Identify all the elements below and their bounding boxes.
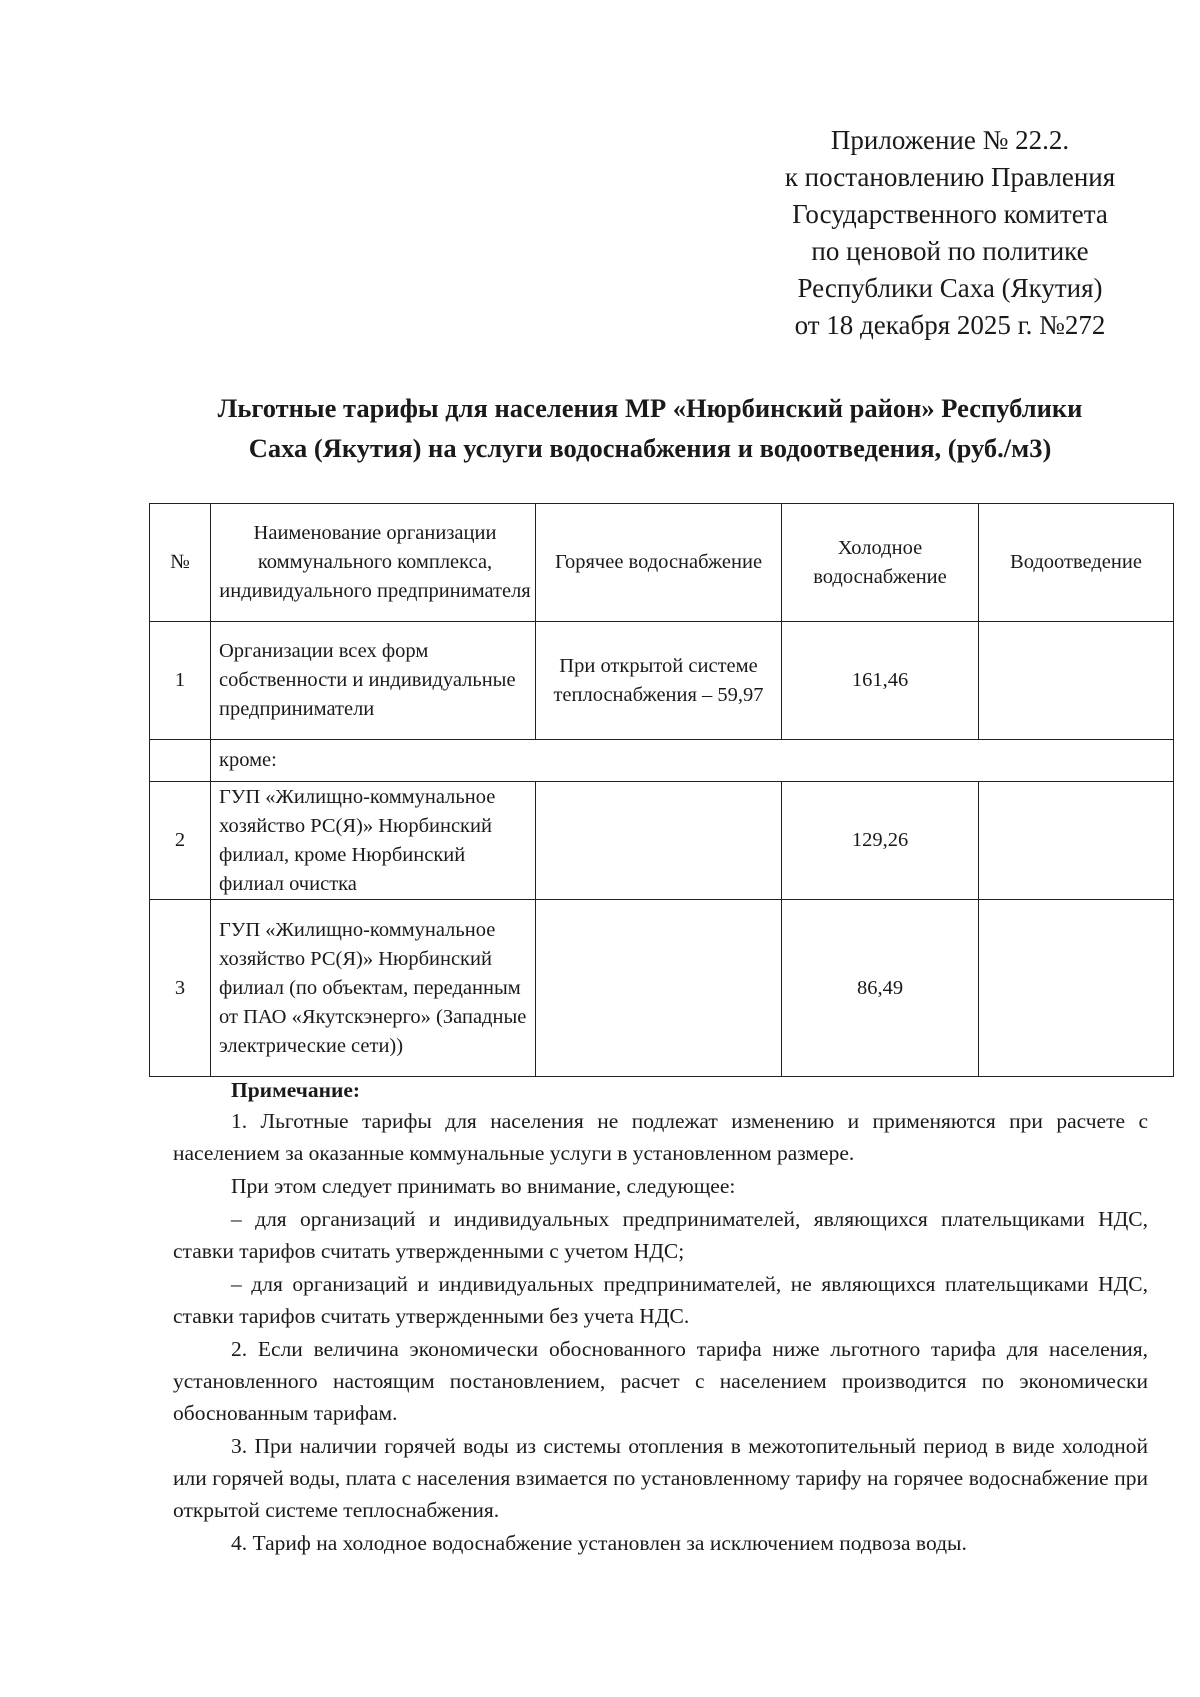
header-cold-water: Холодное водоснабжение (782, 504, 979, 622)
cell-cold-water: 161,46 (782, 622, 979, 740)
table-row (150, 900, 1174, 1077)
appendix-line: Республики Саха (Якутия) (797, 273, 1103, 303)
cell-org: ГУП «Жилищно-коммунальное хозяйство РС(Я)» Нюрбинский филиал, кроме Нюрбинский филиал очистка (211, 782, 536, 900)
cell-hot-water (536, 900, 782, 1077)
notes-section (173, 1075, 1148, 1559)
note-paragraph-6: 3. При наличии горячей воды из системы отопления в межотопительный период в виде холодной или горячей воды, плата с населения взимается по установленному тарифу на горячее водоснабжение при открытой системе теплоснабжения. (173, 1434, 1148, 1522)
appendix-line: Государственного комитета (792, 199, 1108, 229)
cell-except-label: кроме: (211, 740, 1174, 782)
cell-sewerage (979, 900, 1174, 1077)
cell-hot-water: При открытой системе теплоснабжения – 59,97 (536, 622, 782, 740)
cell-org: Организации всех форм собственности и индивидуальные предприниматели (211, 622, 536, 740)
table-row (150, 782, 1174, 900)
table-row (150, 740, 1174, 782)
cell-num (150, 740, 211, 782)
appendix-line: к постановлению Правления (784, 162, 1116, 192)
appendix-line: по ценовой по политике (811, 236, 1089, 266)
note-paragraph-3: – для организаций и индивидуальных предпринимателей, являющихся плательщиками НДС, ставки тарифов считать утвержденными с учетом НДС; (173, 1207, 1148, 1263)
note-paragraph-7: 4. Тариф на холодное водоснабжение установлен за исключением подвоза воды. (231, 1531, 967, 1555)
cell-num: 2 (150, 782, 211, 900)
header-org: Наименование организации коммунального комплекса, индивидуального предпринимателя (211, 504, 536, 622)
table-row (150, 622, 1174, 740)
title-line-1: Льготные тарифы для населения МР «Нюрбинский район» Республики (217, 393, 1083, 423)
appendix-line: Приложение № 22.2. (830, 125, 1070, 155)
tariff-table (149, 503, 1174, 1077)
cell-cold-water: 129,26 (782, 782, 979, 900)
note-paragraph-4: – для организаций и индивидуальных предпринимателей, не являющихся плательщиками НДС, ставки тарифов считать утвержденными без учета НДС. (173, 1272, 1148, 1328)
header-hot-water: Горячее водоснабжение (536, 504, 782, 622)
note-paragraph-1: 1. Льготные тарифы для населения не подлежат изменению и применяются при расчете с населением за оказанные коммунальные услуги в установленном размере. (173, 1109, 1148, 1165)
cell-hot-water (536, 782, 782, 900)
note-paragraph-5: 2. Если величина экономически обоснованного тарифа ниже льготного тарифа для населения, установленного настоящим постановлением, расчет с населением производится по экономически обоснованным тарифам. (173, 1337, 1148, 1425)
appendix-block (760, 122, 1140, 344)
header-num: № (150, 504, 211, 622)
table-header-row (150, 504, 1174, 622)
note-paragraph-2: При этом следует принимать во внимание, следующее: (231, 1174, 736, 1198)
document-title (150, 388, 1150, 468)
cell-sewerage (979, 622, 1174, 740)
cell-cold-water: 86,49 (782, 900, 979, 1077)
cell-sewerage (979, 782, 1174, 900)
header-sewerage: Водоотведение (979, 504, 1174, 622)
cell-org: ГУП «Жилищно-коммунальное хозяйство РС(Я)» Нюрбинский филиал (по объектам, переданным от ПАО «Якутскэнерго» (Западные электрические сети)) (211, 900, 536, 1077)
cell-num: 1 (150, 622, 211, 740)
cell-num: 3 (150, 900, 211, 1077)
notes-heading: Примечание: (231, 1078, 361, 1102)
title-line-2: Саха (Якутия) на услуги водоснабжения и водоотведения, (руб./м3) (248, 433, 1052, 463)
appendix-line: от 18 декабря 2025 г. №272 (794, 310, 1106, 340)
